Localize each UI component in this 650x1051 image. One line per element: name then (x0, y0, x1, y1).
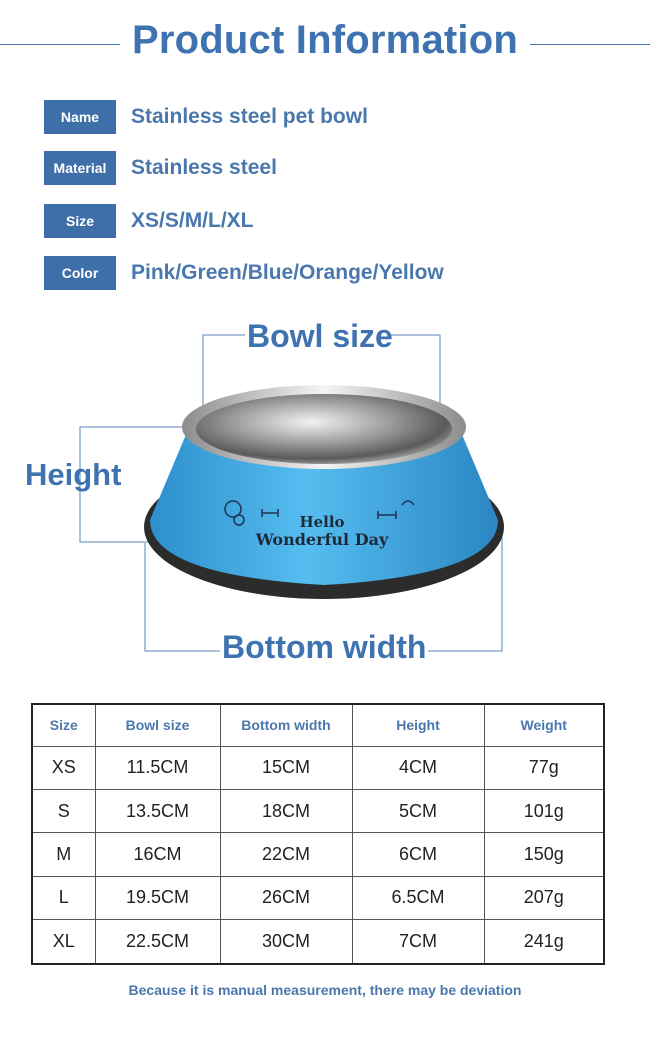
table-cell: XS (32, 746, 95, 789)
page-title: Product Information (131, 18, 518, 62)
info-value: XS/S/M/L/XL (131, 209, 254, 232)
info-label: Material (44, 151, 116, 185)
info-value: Pink/Green/Blue/Orange/Yellow (131, 261, 444, 284)
table-cell: 150g (484, 833, 604, 876)
table-cell: 18CM (220, 789, 352, 832)
bowl-print-line2: Wonderful Day (255, 530, 389, 549)
info-label: Color (44, 256, 116, 290)
bowl-print-line1: Hello (299, 513, 345, 531)
table-cell: 241g (484, 920, 604, 964)
table-cell: 26CM (220, 876, 352, 919)
table-row (32, 789, 604, 832)
column-header: Bottom width (220, 704, 352, 746)
table-cell: 30CM (220, 920, 352, 964)
info-label: Name (44, 100, 116, 134)
title-divider-right (530, 44, 650, 45)
table-cell: 11.5CM (95, 746, 220, 789)
info-row-size (44, 204, 254, 238)
column-header: Bowl size (95, 704, 220, 746)
measurement-note: Because it is manual measurement, there may be deviation (128, 982, 522, 998)
bowl-diagram (0, 315, 650, 675)
table-cell: M (32, 833, 95, 876)
info-label: Size (44, 204, 116, 238)
table-cell: 101g (484, 789, 604, 832)
table-cell: 15CM (220, 746, 352, 789)
table-cell: 7CM (352, 920, 484, 964)
column-header: Size (32, 704, 95, 746)
table-row (32, 920, 604, 964)
table-cell: L (32, 876, 95, 919)
table-cell: 4CM (352, 746, 484, 789)
info-value: Stainless steel (131, 156, 277, 179)
table-cell: XL (32, 920, 95, 964)
title-row (0, 18, 650, 68)
column-header: Height (352, 704, 484, 746)
table-row (32, 876, 604, 919)
column-header: Weight (484, 704, 604, 746)
table-cell: 22CM (220, 833, 352, 876)
table-header-row (32, 704, 604, 746)
title-divider-left (0, 44, 120, 45)
table-cell: S (32, 789, 95, 832)
bowl-inner (196, 394, 452, 464)
table-cell: 19.5CM (95, 876, 220, 919)
table-cell: 6.5CM (352, 876, 484, 919)
info-row-color (44, 256, 444, 290)
size-table (31, 703, 605, 965)
table-cell: 6CM (352, 833, 484, 876)
height-label: Height (25, 457, 122, 492)
table-cell: 13.5CM (95, 789, 220, 832)
table-row (32, 746, 604, 789)
table-row (32, 833, 604, 876)
table-cell: 207g (484, 876, 604, 919)
info-row-name (44, 100, 368, 134)
info-row-material (44, 151, 277, 185)
bowl-size-label: Bowl size (247, 318, 393, 354)
table-cell: 5CM (352, 789, 484, 832)
table-cell: 16CM (95, 833, 220, 876)
bottom-width-label: Bottom width (222, 629, 427, 665)
info-value: Stainless steel pet bowl (131, 105, 368, 128)
table-cell: 77g (484, 746, 604, 789)
bowl-illustration (0, 315, 650, 675)
table-cell: 22.5CM (95, 920, 220, 964)
